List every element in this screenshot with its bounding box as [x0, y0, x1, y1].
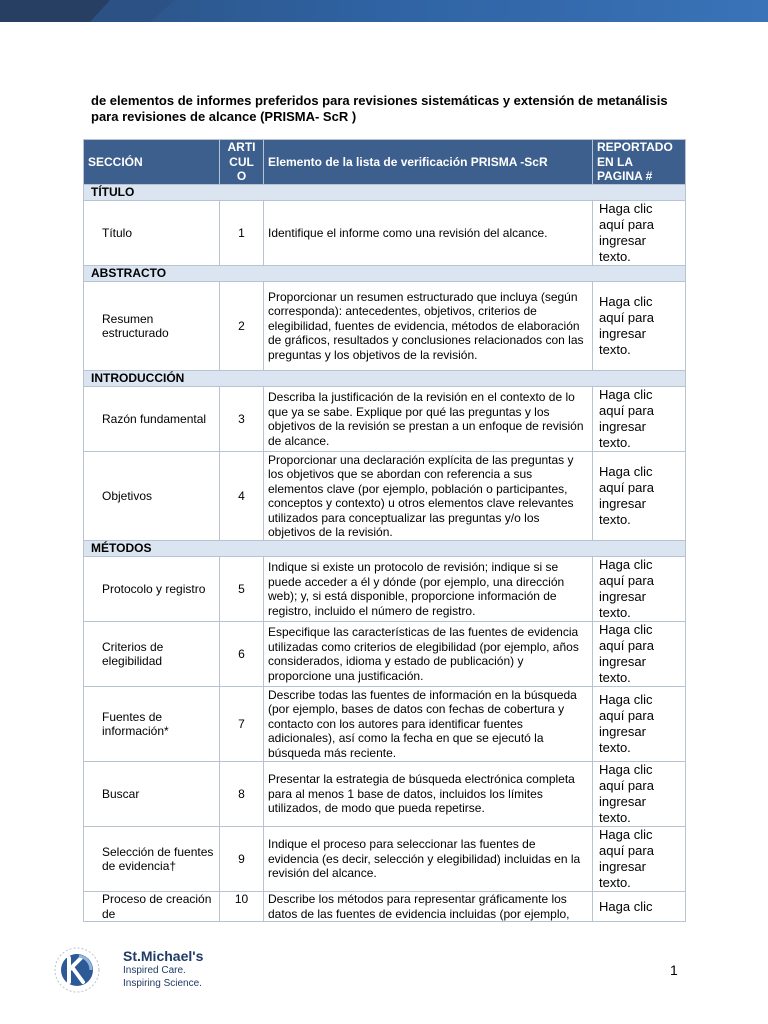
table-row [84, 557, 686, 622]
reported-page-field[interactable]: Haga clic aquí para ingresar texto. [593, 762, 686, 827]
reported-page-field[interactable]: Haga clic aquí para ingresar texto. [593, 452, 686, 541]
row-description: Especifique las características de las fuentes de evidencia utilizadas como criterios de elegibilidad (por ejemplo, años considerados, idioma y estado de publicación) y proporcione una justificación. [264, 622, 593, 687]
row-number: 3 [220, 387, 264, 452]
section-label: MÉTODOS [84, 541, 686, 557]
section-row-abstracto [84, 266, 686, 282]
row-section: Criterios de elegibilidad [84, 622, 220, 687]
section-label: ABSTRACTO [84, 266, 686, 282]
row-description: Proporcionar un resumen estructurado que incluya (según corresponda): antecedentes, objetivos, criterios de elegibilidad, fuentes de evidencia, métodos de elaboración de gráficos, resultados y conclusiones relacionados con las preguntas y los objetivos de la revisión. [264, 282, 593, 371]
section-label: INTRODUCCIÓN [84, 371, 686, 387]
top-banner [0, 0, 768, 22]
row-section: Buscar [84, 762, 220, 827]
page-number: 1 [670, 962, 678, 978]
brand-tagline-2: Inspiring Science. [123, 978, 202, 989]
row-number: 6 [220, 622, 264, 687]
header-article: ARTI CUL O [220, 140, 264, 185]
row-description: Indique si existe un protocolo de revisión; indique si se puede acceder a él y dónde (por ejemplo, una dirección web); y, si está disponible, proporcione información de registro, incluido el número de registro. [264, 557, 593, 622]
row-number: 10 [220, 892, 264, 922]
reported-page-field[interactable]: Haga clic aquí para ingresar texto. [593, 201, 686, 266]
section-row-titulo [84, 185, 686, 201]
row-description: Proporcionar una declaración explícita de las preguntas y los objetivos que se abordan con referencia a sus elementos clave (por ejemplo, población o participantes, conceptos y contexto) u otros elementos clave relevantes utilizados para conceptualizar las preguntas y/o los objetivos de la revisión. [264, 452, 593, 541]
row-number: 1 [220, 201, 264, 266]
row-description: Identifique el informe como una revisión del alcance. [264, 201, 593, 266]
row-section: Protocolo y registro [84, 557, 220, 622]
row-number: 4 [220, 452, 264, 541]
table-row [84, 282, 686, 371]
reported-page-field[interactable]: Haga clic aquí para ingresar texto. [593, 387, 686, 452]
reported-page-field[interactable]: Haga clic aquí para ingresar texto. [593, 622, 686, 687]
row-section: Proceso de creación de [84, 892, 220, 922]
row-number: 7 [220, 687, 264, 762]
table-row [84, 622, 686, 687]
row-number: 2 [220, 282, 264, 371]
table-row [84, 452, 686, 541]
row-section: Resumen estructurado [84, 282, 220, 371]
row-section: Selección de fuentes de evidencia† [84, 827, 220, 892]
knowledge-translation-seal-icon [45, 944, 125, 996]
reported-page-field[interactable]: Haga clic [593, 892, 686, 922]
row-number: 9 [220, 827, 264, 892]
row-section: Razón fundamental [84, 387, 220, 452]
section-row-metodos [84, 541, 686, 557]
table-row [84, 827, 686, 892]
reported-page-field[interactable]: Haga clic aquí para ingresar texto. [593, 282, 686, 371]
header-section: SECCIÓN [84, 140, 220, 185]
brand-name: St.Michael's [123, 948, 204, 964]
row-section: Título [84, 201, 220, 266]
row-description: Indique el proceso para seleccionar las fuentes de evidencia (es decir, selección y elegibilidad) incluidas en la revisión del alcance. [264, 827, 593, 892]
table-row [84, 201, 686, 266]
header-item: Elemento de la lista de verificación PRISMA -ScR [264, 140, 593, 185]
reported-page-field[interactable]: Haga clic aquí para ingresar texto. [593, 557, 686, 622]
table-row [84, 762, 686, 827]
table-row [84, 387, 686, 452]
row-section: Objetivos [84, 452, 220, 541]
section-row-introduccion [84, 371, 686, 387]
table-row [84, 892, 686, 922]
reported-page-field[interactable]: Haga clic aquí para ingresar texto. [593, 687, 686, 762]
table-header-row [84, 140, 686, 185]
reported-page-field[interactable]: Haga clic aquí para ingresar texto. [593, 827, 686, 892]
document-title: de elementos de informes preferidos para revisiones sistemáticas y extensión de metanálisis para revisiones de alcance (PRISMA- ScR ) [91, 93, 668, 124]
header-reported: REPORTADO EN LA PAGINA # [593, 140, 686, 185]
prisma-checklist-table [83, 139, 686, 922]
row-description: Describa la justificación de la revisión en el contexto de lo que ya se sabe. Explique por qué las preguntas y los objetivos de la revisión se prestan a un enfoque de revisión de alcance. [264, 387, 593, 452]
row-number: 8 [220, 762, 264, 827]
row-description: Describe todas las fuentes de información en la búsqueda (por ejemplo, bases de datos con fechas de cobertura y contacto con los autores para identificar fuentes adicionales), así como la fecha en que se ejecutó la búsqueda más reciente. [264, 687, 593, 762]
row-description: Describe los métodos para representar gráficamente los datos de las fuentes de evidencia incluidas (por ejemplo, [264, 892, 593, 922]
brand-tagline-1: Inspired Care. [123, 965, 186, 976]
table-row [84, 687, 686, 762]
row-number: 5 [220, 557, 264, 622]
section-label: TÍTULO [84, 185, 686, 201]
row-description: Presentar la estrategia de búsqueda electrónica completa para al menos 1 base de datos, incluidos los límites utilizados, de modo que pueda repetirse. [264, 762, 593, 827]
row-section: Fuentes de información* [84, 687, 220, 762]
